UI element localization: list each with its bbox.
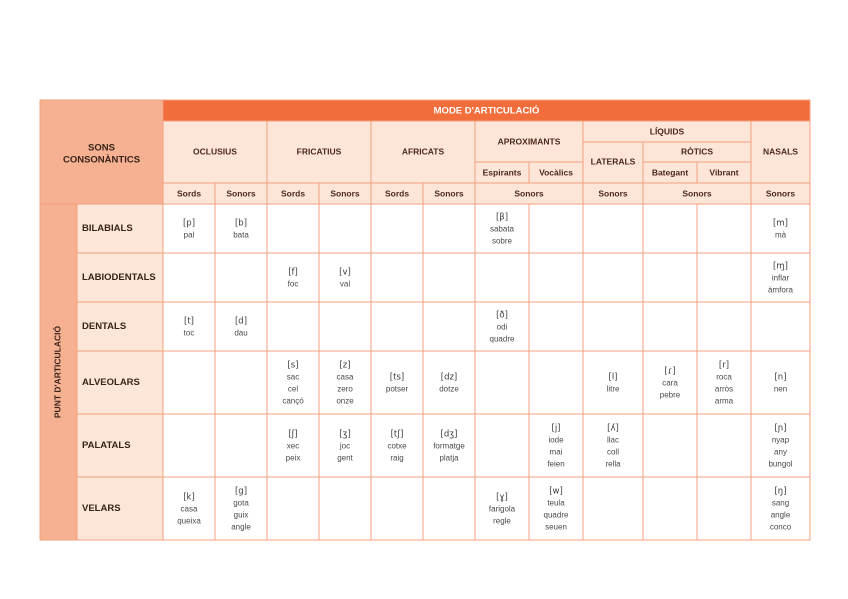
example-word: gent (337, 453, 353, 463)
data-cell (267, 204, 319, 253)
ipa-symbol: [ð] (496, 310, 508, 321)
example-word: angle (770, 510, 791, 520)
example-word: rella (605, 459, 621, 469)
ipa-symbol: [z] (339, 360, 351, 371)
ipa-symbol: [ʎ] (607, 423, 619, 434)
example-word: inflar (771, 273, 790, 283)
ipa-symbol: [dʒ] (440, 429, 458, 440)
manner-group-label: APROXIMANTS (497, 136, 561, 147)
sub-label: Espirants (482, 167, 522, 178)
mode-title: MODE D'ARTICULACIÓ (433, 105, 540, 117)
data-cell (643, 302, 697, 351)
ipa-symbol: [f] (288, 267, 298, 278)
ipa-symbol: [b] (234, 218, 248, 229)
sub-label: Bategant (651, 167, 689, 178)
example-word: teula (547, 498, 565, 508)
data-cell (215, 414, 267, 477)
ipa-symbol: [tʃ] (390, 429, 404, 440)
data-cell (163, 414, 215, 477)
example-word: pebre (659, 390, 681, 400)
data-cell (697, 477, 751, 540)
data-cell (751, 302, 810, 351)
example-word: xec (286, 441, 300, 451)
data-cell (643, 414, 697, 477)
row-label-alveolars: ALVEOLARS (82, 377, 140, 389)
ipa-symbol: [ɾ] (664, 366, 676, 377)
data-cell (423, 477, 475, 540)
voicing-label: Sords (280, 188, 306, 199)
example-word: bungol (768, 459, 793, 469)
ipa-symbol: [ts] (389, 372, 405, 383)
data-cell (583, 302, 643, 351)
example-word: casa (336, 372, 354, 382)
data-cell (371, 253, 423, 302)
example-word: feien (547, 459, 565, 469)
ipa-symbol: [r] (718, 360, 730, 371)
ipa-symbol: [t] (184, 316, 194, 327)
example-word: zero (337, 384, 353, 394)
ipa-symbol: [w] (549, 486, 563, 497)
data-cell (697, 302, 751, 351)
example-word: joc (339, 441, 351, 451)
data-cell (529, 351, 583, 414)
example-word: raig (390, 453, 404, 463)
example-word: formatge (433, 441, 465, 451)
corner-title-line2: CONSONÀNTICS (62, 154, 141, 166)
example-word: cançó (282, 396, 304, 406)
data-cell (215, 204, 267, 253)
ipa-symbol: [ɲ] (774, 423, 787, 434)
example-word: onze (336, 396, 354, 406)
example-word: gota (233, 498, 249, 508)
ipa-symbol: [d] (234, 316, 248, 327)
example-word: quadre (489, 334, 515, 344)
example-word: bata (233, 230, 249, 240)
manner-group-label: LÍQUIDS (649, 126, 685, 137)
ipa-symbol: [p] (182, 218, 196, 229)
data-cell (751, 204, 810, 253)
example-word: dau (234, 328, 248, 338)
data-cell (475, 351, 529, 414)
example-word: àmfora (768, 285, 793, 295)
example-word: coll (606, 447, 620, 457)
data-cell (371, 204, 423, 253)
data-cell (423, 253, 475, 302)
ipa-symbol: [m] (773, 218, 788, 229)
example-word: roca (716, 372, 732, 382)
voicing-label: Sonors (598, 188, 628, 199)
example-word: quadre (543, 510, 569, 520)
sub-label: Vibrant (709, 167, 739, 178)
sub-label: RÒTICS (680, 146, 714, 157)
example-word: mai (549, 447, 563, 457)
manner-group-label: FRICATIUS (296, 146, 342, 157)
example-word: arma (714, 396, 734, 406)
data-cell (163, 204, 215, 253)
voicing-label: Sonors (682, 188, 712, 199)
example-word: sobre (491, 236, 513, 246)
example-word: angle (231, 522, 251, 532)
data-cell (751, 351, 810, 414)
ipa-symbol: [ʒ] (339, 429, 351, 440)
ipa-symbol: [ɱ] (773, 261, 788, 272)
data-cell (529, 302, 583, 351)
data-cell (583, 477, 643, 540)
data-cell (529, 204, 583, 253)
example-word: nyap (771, 435, 790, 445)
example-word: conco (769, 522, 792, 532)
data-cell (371, 302, 423, 351)
example-word: foc (287, 279, 299, 289)
example-word: sabata (489, 224, 515, 234)
ipa-symbol: [l] (608, 372, 618, 383)
example-word: cel (287, 384, 299, 394)
example-word: cotxe (387, 441, 407, 451)
example-word: seuen (545, 522, 567, 532)
data-cell (267, 253, 319, 302)
data-cell (215, 302, 267, 351)
data-cell (583, 351, 643, 414)
data-cell (643, 204, 697, 253)
data-cell (423, 204, 475, 253)
data-cell (163, 302, 215, 351)
data-cell (583, 253, 643, 302)
voicing-label: Sonors (434, 188, 464, 199)
ipa-symbol: [dz] (440, 372, 458, 383)
example-word: sang (771, 498, 790, 508)
data-cell (475, 414, 529, 477)
example-word: any (774, 447, 787, 457)
data-cell (267, 302, 319, 351)
example-word: litre (606, 384, 620, 394)
ipa-symbol: [v] (339, 267, 351, 278)
data-cell (423, 302, 475, 351)
example-word: arròs (714, 384, 734, 394)
example-word: llac (606, 435, 620, 445)
data-cell (319, 204, 371, 253)
data-cell (215, 253, 267, 302)
row-label-labiodentals: LABIODENTALS (82, 272, 156, 284)
example-word: casa (180, 504, 198, 514)
ipa-symbol: [n] (774, 372, 787, 383)
manner-group-label: NASALS (763, 146, 798, 157)
manner-group-label: OCLUSIUS (193, 146, 237, 157)
data-cell (423, 351, 475, 414)
data-cell (643, 477, 697, 540)
data-cell (267, 477, 319, 540)
manner-group-label: AFRICATS (401, 146, 445, 157)
voicing-label: Sonors (765, 188, 796, 199)
example-word: iode (548, 435, 564, 445)
data-cell (319, 302, 371, 351)
example-word: val (339, 279, 351, 289)
ipa-symbol: [β] (495, 212, 509, 223)
example-word: cara (662, 378, 678, 388)
row-label-palatals: PALATALS (82, 440, 131, 452)
voicing-label: Sonors (330, 188, 360, 199)
data-cell (163, 253, 215, 302)
data-cell (319, 477, 371, 540)
example-word: queixa (177, 516, 201, 526)
row-label-velars: VELARS (82, 503, 121, 515)
data-cell (643, 253, 697, 302)
example-word: pal (183, 230, 195, 240)
example-word: potser (385, 384, 409, 394)
data-cell (583, 204, 643, 253)
example-word: peix (285, 453, 301, 463)
example-word: guix (233, 510, 249, 520)
ipa-symbol: [ʃ] (288, 429, 298, 440)
corner-title-line1: SONS (88, 142, 115, 154)
row-label-dentals: DENTALS (82, 321, 127, 333)
example-word: mà (774, 230, 787, 240)
data-cell (529, 253, 583, 302)
ipa-symbol: [ŋ] (774, 486, 787, 497)
example-word: dotze (439, 384, 459, 394)
example-word: toc (183, 328, 195, 338)
ipa-symbol: [s] (287, 360, 299, 371)
data-cell (475, 253, 529, 302)
sub-label: LATERALS (590, 156, 636, 167)
data-cell (215, 351, 267, 414)
data-cell (371, 477, 423, 540)
place-title: PUNT D'ARTICULACIÓ (52, 325, 63, 419)
example-word: platja (439, 453, 459, 463)
ipa-symbol: [g] (234, 486, 248, 497)
voicing-label: Sords (384, 188, 410, 199)
data-cell (371, 351, 423, 414)
example-word: odi (496, 322, 508, 332)
example-word: nen (773, 384, 788, 394)
row-label-bilabials: BILABIALS (82, 223, 133, 235)
example-word: sac (286, 372, 300, 382)
voicing-label: Sonors (514, 188, 544, 199)
sub-label: Vocàlics (539, 167, 573, 178)
example-word: farigola (488, 504, 516, 514)
data-cell (697, 253, 751, 302)
voicing-label: Sords (176, 188, 202, 199)
data-cell (697, 204, 751, 253)
data-cell (319, 253, 371, 302)
ipa-symbol: [k] (183, 492, 195, 503)
ipa-symbol: [j] (551, 423, 561, 434)
ipa-symbol: [ɣ] (496, 492, 508, 503)
example-word: regle (493, 516, 511, 526)
voicing-label: Sonors (226, 188, 256, 199)
data-cell (697, 414, 751, 477)
data-cell (163, 351, 215, 414)
